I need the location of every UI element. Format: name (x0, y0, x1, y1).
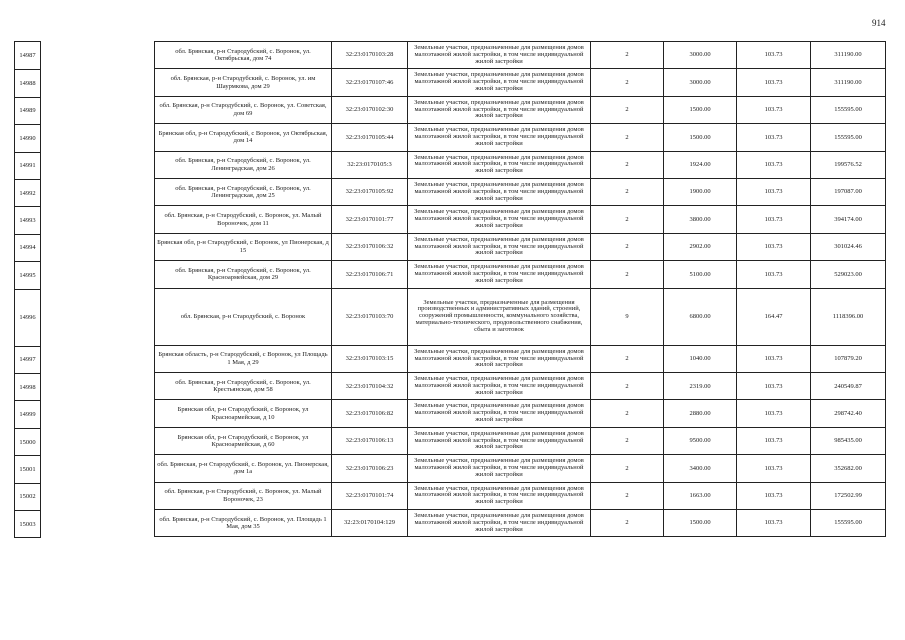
cadastral-number-cell: 32:23:0170104:32 (332, 373, 408, 400)
group-cell: 2 (591, 151, 664, 178)
area-cell: 2880.00 (664, 400, 737, 427)
cadastral-rate-cell: 103.73 (737, 42, 811, 69)
table-row (155, 206, 886, 233)
group-cell: 2 (591, 261, 664, 288)
area-cell: 5100.00 (664, 261, 737, 288)
row-id: 14987 (19, 52, 36, 60)
cadastral-value-cell: 301024.46 (811, 233, 886, 260)
group-cell: 2 (591, 455, 664, 482)
area-cell: 2319.00 (664, 373, 737, 400)
group-cell: 2 (591, 96, 664, 123)
cadastral-value-cell: 394174.00 (811, 206, 886, 233)
cadastral-rate-cell: 103.73 (737, 151, 811, 178)
cadastral-number-cell: 32:23:0170101:77 (332, 206, 408, 233)
row-id: 14991 (15, 152, 40, 179)
table-row (155, 427, 886, 454)
group-cell: 2 (591, 178, 664, 205)
group-cell: 9 (591, 288, 664, 345)
address-cell: обл. Брянская, р-н Стародубский, с. Воронок, ул. Красноармейская, дом 29 (155, 261, 332, 288)
cadastral-number-cell: 32:23:0170105:3 (332, 151, 408, 178)
cadastral-value-cell: 197087.00 (811, 178, 886, 205)
address-cell: Брянская обл, р-н Стародубский, с Воронок, ул Красноармейская, д 60 (155, 427, 332, 454)
group-cell: 2 (591, 42, 664, 69)
table-row (155, 124, 886, 151)
area-cell: 3400.00 (664, 455, 737, 482)
group-cell: 2 (591, 400, 664, 427)
cadastral-rate-cell: 103.73 (737, 69, 811, 96)
address-cell: обл. Брянская, р-н Стародубский, с. Воронок, ул. Ленинградская, дом 25 (155, 178, 332, 205)
land-use-cell: Земельные участки, предназначенные для размещения домов малоэтажной жилой застройки, в том числе индивидуальной жилой застройки (408, 510, 591, 537)
group-cell: 2 (591, 124, 664, 151)
group-cell: 2 (591, 233, 664, 260)
id-column (14, 41, 41, 538)
area-cell: 6800.00 (664, 288, 737, 345)
cadastral-value-cell: 298742.40 (811, 400, 886, 427)
address-cell: обл. Брянская, р-н Стародубский, с. Воронок, ул. Площадь 1 Мая, дом 35 (155, 510, 332, 537)
table-row (155, 455, 886, 482)
address-cell: обл. Брянская, р-н Стародубский, с. Воронок (155, 288, 332, 345)
area-cell: 3000.00 (664, 42, 737, 69)
area-cell: 1500.00 (664, 96, 737, 123)
row-id: 14998 (15, 373, 40, 400)
address-cell: обл. Брянская, р-н Стародубский, с. Воронок, ул. Пионерская, дом 1а (155, 455, 332, 482)
land-use-cell: Земельные участки, предназначенные для размещения домов малоэтажной жилой застройки, в том числе индивидуальной жилой застройки (408, 206, 591, 233)
row-id: 14989 (15, 97, 40, 124)
address-cell: Брянская область, р-н Стародубский, с Воронок, ул Площадь 1 Мая, д 29 (155, 345, 332, 372)
area-cell: 1500.00 (664, 124, 737, 151)
cadastral-value-cell: 529023.00 (811, 261, 886, 288)
table-row (155, 400, 886, 427)
group-cell: 2 (591, 69, 664, 96)
cadastral-value-cell: 155595.00 (811, 96, 886, 123)
address-cell: обл. Брянская, р-н Стародубский, с. Воронок, ул. Крестьянская, дом 58 (155, 373, 332, 400)
address-cell: Брянская обл, р-н Стародубский, с Воронок, ул Октябрьская, дом 14 (155, 124, 332, 151)
cadastral-rate-cell: 103.73 (737, 261, 811, 288)
cadastral-number-cell: 32:23:0170106:82 (332, 400, 408, 427)
row-id: 14992 (15, 179, 40, 206)
land-use-cell: Земельные участки, предназначенные для размещения домов малоэтажной жилой застройки, в том числе индивидуальной жилой застройки (408, 373, 591, 400)
area-cell: 3800.00 (664, 206, 737, 233)
address-cell: Брянская обл, р-н Стародубский, с Воронок, ул Пионерская, д 15 (155, 233, 332, 260)
address-cell: Брянская обл, р-н Стародубский, с Воронок, ул Красноармейская, д 10 (155, 400, 332, 427)
cadastral-rate-cell: 103.73 (737, 206, 811, 233)
cadastral-value-cell: 107879.20 (811, 345, 886, 372)
cadastral-rate-cell: 103.73 (737, 427, 811, 454)
cadastral-number-cell: 32:23:0170105:44 (332, 124, 408, 151)
land-parcels-table (154, 41, 886, 537)
cadastral-number-cell: 32:23:0170106:71 (332, 261, 408, 288)
address-cell: обл. Брянская, р-н Стародубский, с. Воронок, ул. Ленинградская, дом 26 (155, 151, 332, 178)
cadastral-value-cell: 155595.00 (811, 510, 886, 537)
cadastral-value-cell: 155595.00 (811, 124, 886, 151)
cadastral-value-cell: 240549.87 (811, 373, 886, 400)
cadastral-rate-cell: 103.73 (737, 178, 811, 205)
row-id: 15002 (15, 483, 40, 510)
table-row (155, 42, 886, 69)
row-id: 15000 (15, 428, 40, 455)
group-cell: 2 (591, 482, 664, 509)
area-cell: 1040.00 (664, 345, 737, 372)
table-row (155, 510, 886, 537)
group-cell: 2 (591, 345, 664, 372)
table-row (155, 233, 886, 260)
cadastral-rate-cell: 164.47 (737, 288, 811, 345)
land-use-cell: Земельные участки, предназначенные для размещения домов малоэтажной жилой застройки, в том числе индивидуальной жилой застройки (408, 96, 591, 123)
cadastral-value-cell: 199576.52 (811, 151, 886, 178)
land-use-cell: Земельные участки, предназначенные для размещения домов малоэтажной жилой застройки, в том числе индивидуальной жилой застройки (408, 178, 591, 205)
area-cell: 1900.00 (664, 178, 737, 205)
address-cell: обл. Брянская, р-н Стародубский, с. Воронок, ул. им Шаурмкова, дом 29 (155, 69, 332, 96)
table-row (155, 69, 886, 96)
cadastral-rate-cell: 103.73 (737, 510, 811, 537)
row-id: 14999 (15, 400, 40, 427)
table-row (155, 151, 886, 178)
area-cell: 9500.00 (664, 427, 737, 454)
table-row (155, 96, 886, 123)
land-use-cell: Земельные участки, предназначенные для размещения домов малоэтажной жилой застройки, в том числе индивидуальной жилой застройки (408, 151, 591, 178)
land-use-cell: Земельные участки, предназначенные для размещения домов малоэтажной жилой застройки, в том числе индивидуальной жилой застройки (408, 124, 591, 151)
area-cell: 2902.00 (664, 233, 737, 260)
row-id: 14995 (15, 261, 40, 288)
land-use-cell: Земельные участки, предназначенные для размещения домов малоэтажной жилой застройки, в том числе индивидуальной жилой застройки (408, 69, 591, 96)
land-use-cell: Земельные участки, предназначенные для размещения домов малоэтажной жилой застройки, в том числе индивидуальной жилой застройки (408, 455, 591, 482)
group-cell: 2 (591, 510, 664, 537)
cadastral-rate-cell: 103.73 (737, 233, 811, 260)
table-row (155, 261, 886, 288)
row-id: 14993 (15, 206, 40, 233)
cadastral-number-cell: 32:23:0170101:74 (332, 482, 408, 509)
address-cell: обл. Брянская, р-н Стародубский, с. Воронок, ул. Малый Вороночек, дом 11 (155, 206, 332, 233)
cadastral-number-cell: 32:23:0170106:32 (332, 233, 408, 260)
address-cell: обл. Брянская, р-н Стародубский, с. Воронок, ул. Малый Вороночек, 23 (155, 482, 332, 509)
row-id: 14997 (15, 346, 40, 373)
cadastral-rate-cell: 103.73 (737, 455, 811, 482)
table-row (155, 373, 886, 400)
land-use-cell: Земельные участки, предназначенные для размещения домов малоэтажной жилой застройки, в том числе индивидуальной жилой застройки (408, 427, 591, 454)
row-id: 14996 (15, 289, 40, 346)
area-cell: 3000.00 (664, 69, 737, 96)
cadastral-number-cell: 32:23:0170103:70 (332, 288, 408, 345)
land-use-cell: Земельные участки, предназначенные для размещения производственных и административных зданий, строений, сооружений промышленности, коммунального хозяйства, материально-технического, продовольственного снабжения, сбыта и заготовок (408, 288, 591, 345)
cadastral-number-cell: 32:23:0170103:15 (332, 345, 408, 372)
area-cell: 1663.00 (664, 482, 737, 509)
land-use-cell: Земельные участки, предназначенные для размещения домов малоэтажной жилой застройки, в том числе индивидуальной жилой застройки (408, 261, 591, 288)
row-id: 14990 (15, 124, 40, 151)
cadastral-rate-cell: 103.73 (737, 96, 811, 123)
row-id: 14994 (15, 234, 40, 261)
row-id: 15003 (15, 510, 40, 537)
row-id: 15001 (15, 455, 40, 482)
table-row (155, 288, 886, 345)
cadastral-rate-cell: 103.73 (737, 482, 811, 509)
group-cell: 2 (591, 373, 664, 400)
land-use-cell: Земельные участки, предназначенные для размещения домов малоэтажной жилой застройки, в том числе индивидуальной жилой застройки (408, 42, 591, 69)
cadastral-value-cell: 311190.00 (811, 69, 886, 96)
cadastral-value-cell: 172502.99 (811, 482, 886, 509)
cadastral-number-cell: 32:23:0170105:92 (332, 178, 408, 205)
land-use-cell: Земельные участки, предназначенные для размещения домов малоэтажной жилой застройки, в том числе индивидуальной жилой застройки (408, 400, 591, 427)
cadastral-number-cell: 32:23:0170104:129 (332, 510, 408, 537)
cadastral-number-cell: 32:23:0170106:23 (332, 455, 408, 482)
land-use-cell: Земельные участки, предназначенные для размещения домов малоэтажной жилой застройки, в том числе индивидуальной жилой застройки (408, 482, 591, 509)
table-row (155, 178, 886, 205)
area-cell: 1500.00 (664, 510, 737, 537)
area-cell: 1924.00 (664, 151, 737, 178)
cadastral-number-cell: 32:23:0170107:46 (332, 69, 408, 96)
cadastral-rate-cell: 103.73 (737, 345, 811, 372)
cadastral-value-cell: 985435.00 (811, 427, 886, 454)
cadastral-number-cell: 32:23:0170103:28 (332, 42, 408, 69)
table-row (155, 482, 886, 509)
cadastral-value-cell: 311190.00 (811, 42, 886, 69)
cadastral-value-cell: 1118396.00 (811, 288, 886, 345)
cadastral-rate-cell: 103.73 (737, 124, 811, 151)
land-use-cell: Земельные участки, предназначенные для размещения домов малоэтажной жилой застройки, в том числе индивидуальной жилой застройки (408, 345, 591, 372)
cadastral-rate-cell: 103.73 (737, 373, 811, 400)
table-row (155, 345, 886, 372)
address-cell: обл. Брянская, р-н Стародубский, с. Воронок, ул. Октябрьская, дом 74 (155, 42, 332, 69)
land-use-cell: Земельные участки, предназначенные для размещения домов малоэтажной жилой застройки, в том числе индивидуальной жилой застройки (408, 233, 591, 260)
page-number: 914 (872, 18, 886, 28)
row-id: 14988 (15, 69, 40, 96)
group-cell: 2 (591, 206, 664, 233)
cadastral-rate-cell: 103.73 (737, 400, 811, 427)
cadastral-number-cell: 32:23:0170106:13 (332, 427, 408, 454)
cadastral-number-cell: 32:23:0170102:30 (332, 96, 408, 123)
cadastral-value-cell: 352682.00 (811, 455, 886, 482)
address-cell: обл. Брянская, р-н Стародубский, с. Воронок, ул. Советская, дом 69 (155, 96, 332, 123)
group-cell: 2 (591, 427, 664, 454)
